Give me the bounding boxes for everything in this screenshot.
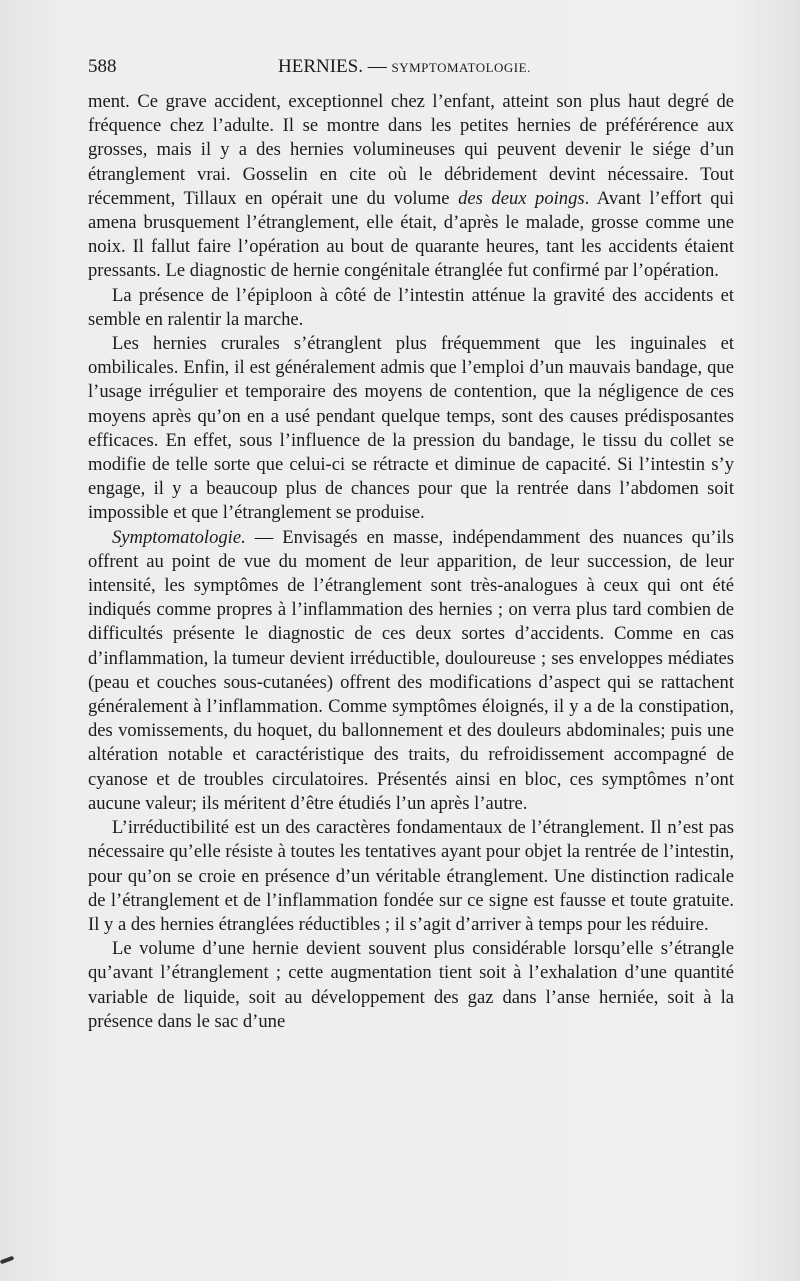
paragraph-4-text: — Envisagés en masse, indépendamment des nuances qu’ils offrent au point de vue du moment de leur apparition, de leur succession, de leur intensité, les symptômes de l’étranglement sont très-analogues à ceux qui ont été indiqués comme propres à l’inflammation des hernies ; on verra plus tard combien de difficultés présente le diagnostic de ces deux sortes d’accidents. Comme en cas d’inflammation, la tumeur devient irréductible, douloureuse ; ses enveloppes médiates (peau et couches sous-cutanées) offrent des modifications d’aspect qui se rattachent généralement à l’inflammation. Comme symptômes éloignés, il y a de la constipation, des vomissements, du hoquet, du ballonnement et des douleurs abdominales; puis une altération notable et caractéristique des traits, du refroidissement accompagné de cyanose et de troubles circulatoires. Présentés ainsi en bloc, ces symptômes n’ont aucune valeur; ils méritent d’être étudiés l’un après l’autre. — [88, 526, 734, 814]
paragraph-5: L’irréductibilité est un des caractères fondamentaux de l’étranglement. Il n’est pas nécessaire qu’elle résiste à toutes les tentatives ayant pour objet la rentrée de l’intestin, pour qu’on se croie en présence d’un véritable étranglement. Une distinction radicale de l’étranglement et de l’inflammation fondée sur ce signe est fausse et toute gratuite. Il y a des hernies étranglées réductibles ; il s’agit d’arriver à temps pour les réduire. — [88, 817, 734, 935]
paragraph-1 — [88, 90, 734, 284]
paragraph-1-italic: des deux poings — [458, 187, 585, 209]
ink-speck — [0, 1256, 14, 1265]
paragraph-4 — [88, 526, 734, 816]
body-text — [88, 90, 734, 1034]
section-heading-symptomatologie: Symptomatologie. — [112, 526, 246, 548]
running-head-dash: — — [367, 56, 387, 77]
page-number: 588 — [88, 56, 117, 77]
paragraph-6: Le volume d’une hernie devient souvent plus considérable lorsqu’elle s’étrangle qu’avant l’étranglement ; cette augmentation tient soit à l’exhalation d’une quantité variable de liquide, soit au développement des gaz dans l’anse herniée, soit à la présence dans le sac d’une — [88, 938, 734, 1032]
paragraph-1-end: . Avant l’effort qui amena brusquement l’étranglement, elle était, d’après le malade, grosse comme une noix. Il fallut faire l’opération au bout de quarante heures, tant les accidents étaient pressants. Le diagnostic de hernie congénitale étranglée fut confirmé par l’opération. — [88, 187, 734, 282]
page-header — [88, 56, 734, 86]
running-head — [278, 56, 531, 78]
paragraph-3: Les hernies crurales s’étranglent plus fréquemment que les inguinales et ombilicales. Enfin, il est généralement admis que l’emploi d’un mauvais bandage, que l’usage irrégulier et temporaire des moyens de contention, que la négligence de ces moyens après qu’on en a usé pendant quelque temps, sont des causes prédisposantes efficaces. En effet, sous l’influence de la pression du bandage, le tissu du collet se modifie de telle sorte que celui-ci se rétracte et diminue de capacité. Si l’intestin s’y engage, il y a beaucoup plus de chances pour que la rentrée dans l’abdomen soit impossible et que l’étranglement se produise. — [88, 333, 734, 524]
paragraph-2: La présence de l’épiploon à côté de l’intestin atténue la gravité des accidents et semble en ralentir la marche. — [88, 284, 734, 330]
running-head-title: HERNIES. — [278, 56, 363, 77]
running-head-section: SYMPTOMATOLOGIE. — [391, 60, 531, 75]
paragraph-1-text: ment. Ce grave accident, exceptionnel chez l’enfant, atteint son plus haut degré de fréquence chez l’adulte. Il se montre dans les petites hernies de préférérence aux grosses, mais il y a des hernies volumineuses qui peuvent devenir le siége d’un étranglement vrai. Gosselin en cite où le débridement devint nécessaire. Tout récemment, Tillaux en opérait une du volume — [88, 91, 734, 209]
